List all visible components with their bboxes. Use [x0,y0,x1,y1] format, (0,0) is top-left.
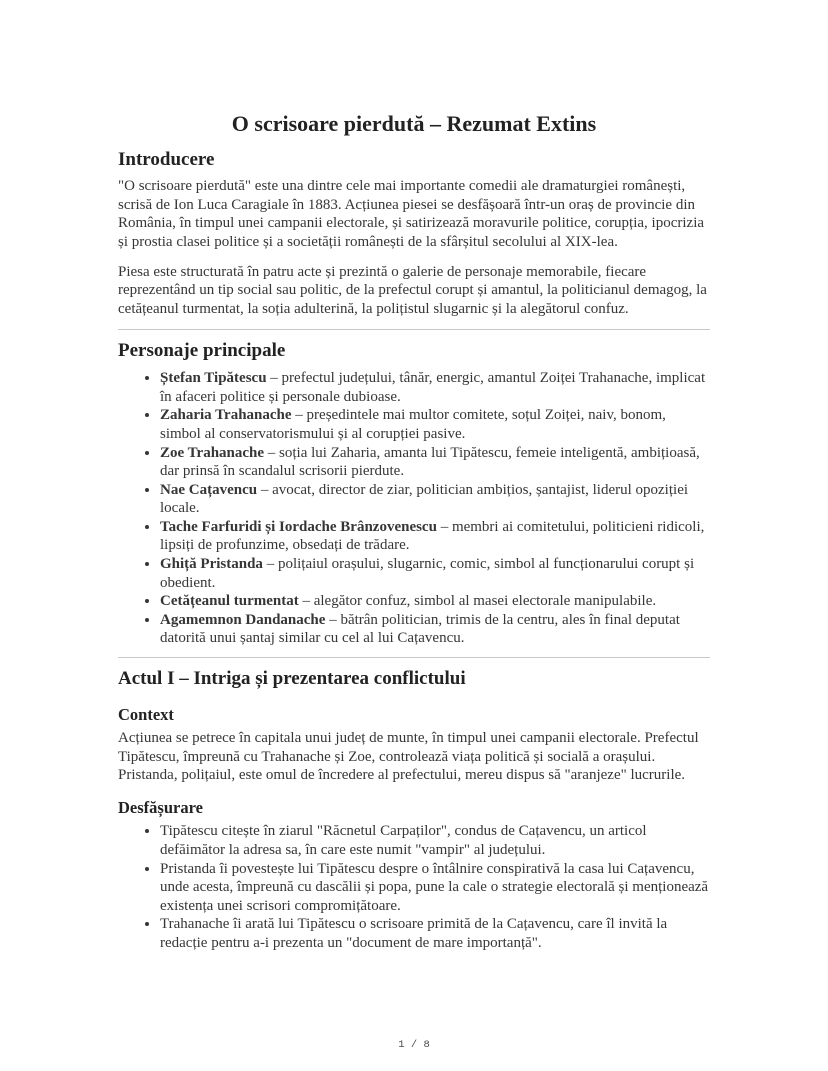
character-name: Zaharia Trahanache [160,407,292,424]
list-item [160,555,710,592]
document-title: O scrisoare pierdută – Rezumat Extins [231,111,597,136]
list-item: • Trahanache îi arată lui Tipătescu o scrisoare primită de la Cațavencu, care îl invită la redacție pentru a-i prezenta un "document de mare importanță". [160,915,710,952]
list-item [160,518,710,555]
plot-list [118,822,710,952]
character-description: – polițaiul orașului, slugarnic, comic, simbol al funcționarului corupt și obedient. [160,556,695,591]
list-item: • Pristanda îi povestește lui Tipătescu despre o întâlnire conspirativă la casa lui Cațavencu, unde acesta, împreună cu dascălii și popa, pune la cale o strategie electorală și menționează existența unei scrisori compromițătoare. [160,860,710,916]
character-description: – alegător confuz, simbol al masei electorale manipulabile. [302,593,657,610]
list-item [160,444,710,481]
list-item [160,406,710,443]
character-name: Ghiță Pristanda [160,556,263,573]
section-divider [118,329,710,330]
character-list [118,369,710,648]
list-item [160,592,710,611]
character-name: Nae Cațavencu [160,481,258,498]
character-description: – avocat, director de ziar, politician ambițios, șantajist, liderul opoziției locale. [160,481,689,517]
character-name: Zoe Trahanache [160,444,265,461]
section-heading-personaje: Personaje principale [118,340,286,362]
subsection-heading-desfasurare: Desfășurare [118,797,203,817]
list-item [160,611,710,648]
section-heading-introducere: Introducere [118,148,215,170]
intro-paragraph-2: Piesa este structurată în patru acte și prezintă o galerie de personaje memorabile, fiecare reprezentând un tip social sau politic, de la prefectul corupt și amantul, la politicianul demagog, la cetățeanul turmentat, la soția adulterină, la polițistul slugarnic și la alegătorul confuz. [118,263,707,317]
character-description: – bătrân politician, trimis de la centru, ales în final deputat datorită unui șantaj similar cu cel al lui Cațavencu. [160,611,680,647]
subsection-heading-context: Context [118,704,174,724]
section-heading-actul-1: Actul I – Intriga și prezentarea conflictului [118,668,466,690]
character-name: Cetățeanul turmentat [160,593,299,610]
list-item: • Tipătescu citește în ziarul "Răcnetul Carpaților", condus de Cațavencu, un articol defăimător la adresa sa, în care este numit "vampir" al județului. [160,822,710,859]
character-description: – membri ai comitetului, politicieni ridicoli, lipsiți de profunzime, obsedați de trădare. [160,518,705,554]
list-item [160,481,710,518]
character-name: Ștefan Tipătescu [160,370,267,387]
section-divider [118,657,710,658]
character-description: – președintele mai multor comitete, soțul Zoiței, naiv, bonom, simbol al conservatorismului și al corupției pasive. [160,407,666,442]
character-description: – prefectul județului, tânăr, energic, amantul Zoiței Trahanache, implicat în afaceri politice și personale dubioase. [160,370,706,405]
page-number: 1 / 8 [398,1039,430,1051]
character-description: – soția lui Zaharia, amanta lui Tipătescu, femeie inteligentă, ambițioasă, dar prinsă în scandalul scrisorii pierdute. [160,444,700,480]
list-item [160,369,710,406]
context-paragraph: Acțiunea se petrece în capitala unui județ de munte, în timpul unei campanii electorale. Prefectul Tipătescu, împreună cu Trahanache și Zoe, controlează viața politică și socială a orașului. Pristanda, polițaiul, este omul de încredere al prefectului, mereu dispus să "aranjeze" lucrurile. [118,730,699,784]
intro-paragraph-1: "O scrisoare pierdută" este una dintre cele mai importante comedii ale dramaturgiei românești, scrisă de Ion Luca Caragiale în 1883. Acțiunea piesei se desfășoară într-un oraș de provincie din România, în timpul unei campanii electorale, și satirizează moravurile politice, corupția, ipocrizia și prostia clasei politice și a societății românești de la sfârșitul secolului al XIX-lea. [118,178,705,251]
character-name: Agamemnon Dandanache [160,611,326,628]
character-name: Tache Farfuridi și Iordache Brânzovenescu [160,518,437,535]
